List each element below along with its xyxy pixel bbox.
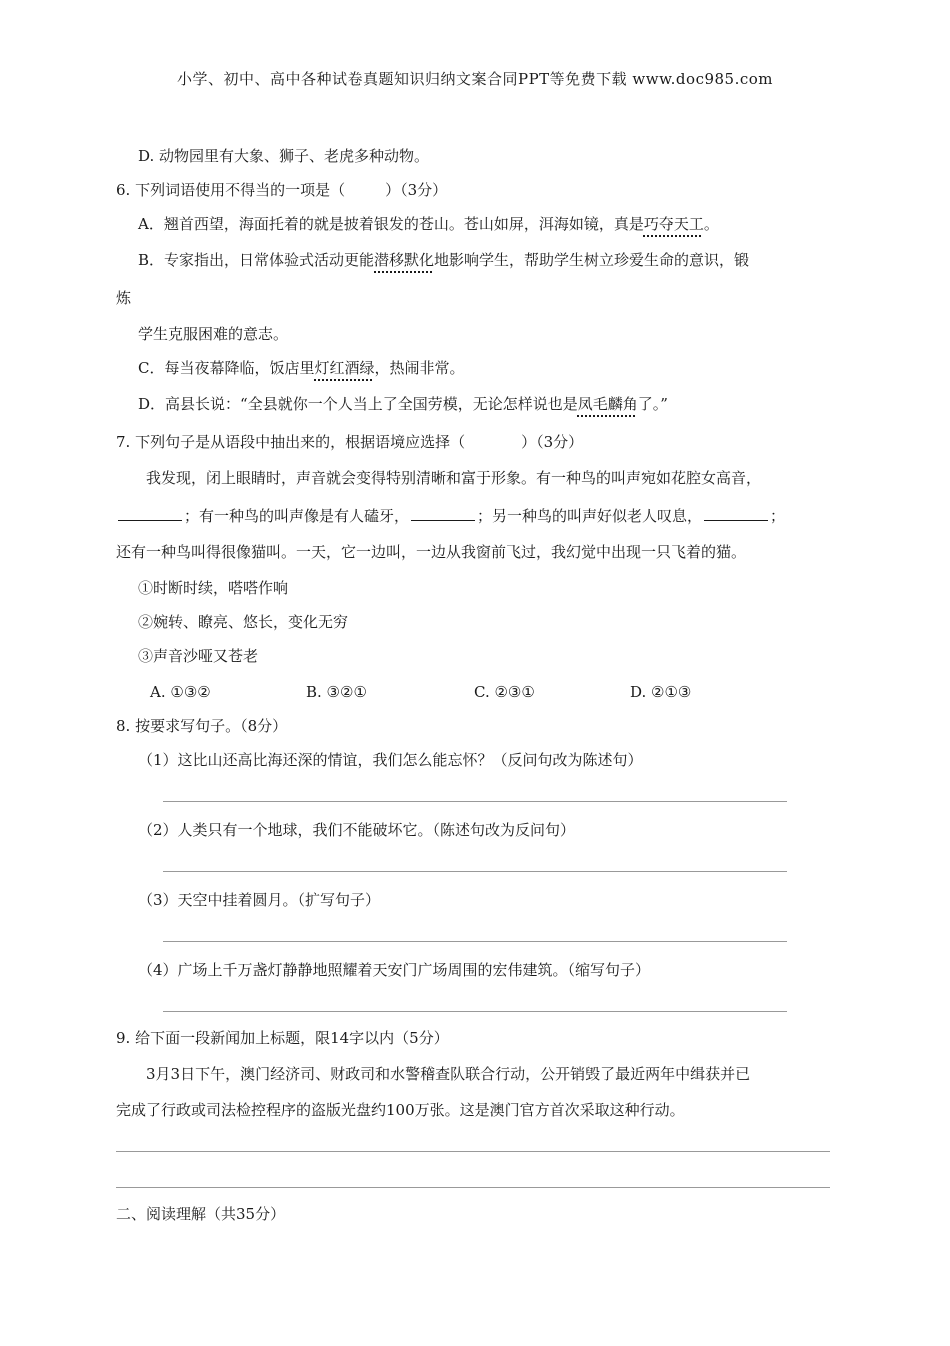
q7-stem-text: 7. 下列句子是从语段中抽出来的，根据语境应选择（ (116, 433, 466, 451)
q7-option-b: B. ③②① (306, 683, 367, 701)
q7-blank-2[interactable] (411, 506, 475, 521)
q6-b-pre: B．专家指出，日常体验式活动更能 (138, 251, 375, 269)
q6-c-pre: C．每当夜幕降临，饭店里 (138, 359, 315, 377)
q9-passage-line-1: 3月3日下午，澳门经济司、财政司和水警稽查队联合行动，公开销毁了最近两年中缉获并已 (146, 1065, 751, 1083)
q8-item-3: （3）天空中挂着圆月。（扩写句子） (138, 891, 381, 909)
q8-answer-line-1[interactable] (163, 801, 787, 802)
q6-d-post: 了。” (637, 395, 668, 413)
q8-answer-line-4[interactable] (163, 1011, 787, 1012)
q7-p2-b: ；另一种鸟的叫声好似老人叹息， (477, 507, 703, 525)
q6-b-dotted-term: 潜移默化 (374, 251, 435, 269)
q8-stem: 8. 按要求写句子。（8分） (116, 717, 288, 735)
q7-stem-score: ）（3分） (521, 433, 584, 451)
q7-sentence-2: ②婉转、瞭亮、悠长，变化无穷 (138, 613, 349, 631)
q6-d-dotted-term: 凤毛麟角 (577, 395, 638, 413)
q7-passage-line-3: 还有一种鸟叫得很像猫叫。一天，它一边叫，一边从我窗前飞过，我幻觉中出现一只飞着的猫。 (116, 543, 747, 561)
q8-answer-line-3[interactable] (163, 941, 787, 942)
q6-b-continued: 学生克服困难的意志。 (138, 325, 289, 343)
q6-option-d (138, 394, 668, 414)
q7-blank-3[interactable] (704, 506, 768, 521)
q9-answer-line-2[interactable] (116, 1187, 830, 1188)
q6-d-pre: D．高县长说：“全县就你一个人当上了全国劳模，无论怎样说也是 (138, 395, 578, 413)
q7-p2-c: ； (770, 507, 786, 525)
q6-stem-score: ）（3分） (385, 181, 448, 199)
q6-a-pre: A．翘首西望，海面托着的就是披着银发的苍山。苍山如屏，洱海如镜，真是 (138, 215, 644, 233)
q7-stem (116, 432, 583, 452)
q6-option-b (138, 250, 749, 270)
q6-a-dotted-term: 巧夺天工 (643, 215, 704, 233)
q9-answer-line-1[interactable] (116, 1151, 830, 1152)
q7-p2-a: ；有一种鸟的叫声像是有人磕牙， (184, 507, 410, 525)
q8-answer-line-2[interactable] (163, 871, 787, 872)
q9-passage-line-2: 完成了行政或司法检控程序的盗版光盘约100万张。这是澳门官方首次采取这种行动。 (116, 1101, 685, 1119)
page-header: 小学、初中、高中各种试卷真题知识归纳文案合同PPT等免费下载 www.doc985.com (176, 70, 774, 88)
q8-item-1: （1）这比山还高比海还深的情谊，我们怎么能忘怀？（反问句改为陈述句） (138, 751, 643, 769)
q7-sentence-1: ①时断时续，嗒嗒作响 (138, 579, 289, 597)
q6-option-a (138, 214, 719, 234)
q6-option-c (138, 358, 465, 378)
q6-c-dotted-term: 灯红酒绿 (314, 359, 375, 377)
q9-stem: 9. 给下面一段新闻加上标题，限14字以内（5分） (116, 1029, 449, 1047)
q7-option-a: A. ①③② (150, 683, 211, 701)
q5-option-d: D. 动物园里有大象、狮子、老虎多种动物。 (138, 147, 430, 165)
q7-blank-1[interactable] (118, 506, 182, 521)
q8-item-2: （2）人类只有一个地球，我们不能破坏它。（陈述句改为反问句） (138, 821, 576, 839)
q7-sentence-3: ③声音沙哑又苍老 (138, 647, 259, 665)
q6-b-wrap: 炼 (116, 289, 132, 307)
q6-stem-text: 6. 下列词语使用不得当的一项是（ (116, 181, 346, 199)
q7-passage-line-1: 我发现，闭上眼睛时，声音就会变得特别清晰和富于形象。有一种鸟的叫声宛如花腔女高音， (146, 469, 762, 487)
q8-item-4: （4）广场上千万盏灯静静地照耀着天安门广场周围的宏伟建筑。（缩写句子） (138, 961, 651, 979)
q7-option-c: C. ②③① (474, 683, 535, 701)
q6-b-post: 地影响学生，帮助学生树立珍爱生命的意识，锻 (434, 251, 750, 269)
q6-c-post: ，热闹非常。 (374, 359, 465, 377)
q6-stem (116, 180, 447, 200)
q7-option-d: D. ②①③ (630, 683, 692, 701)
q7-passage-line-2 (116, 506, 785, 526)
section-2-heading: 二、阅读理解（共35分） (116, 1205, 286, 1223)
q6-a-post: 。 (703, 215, 719, 233)
